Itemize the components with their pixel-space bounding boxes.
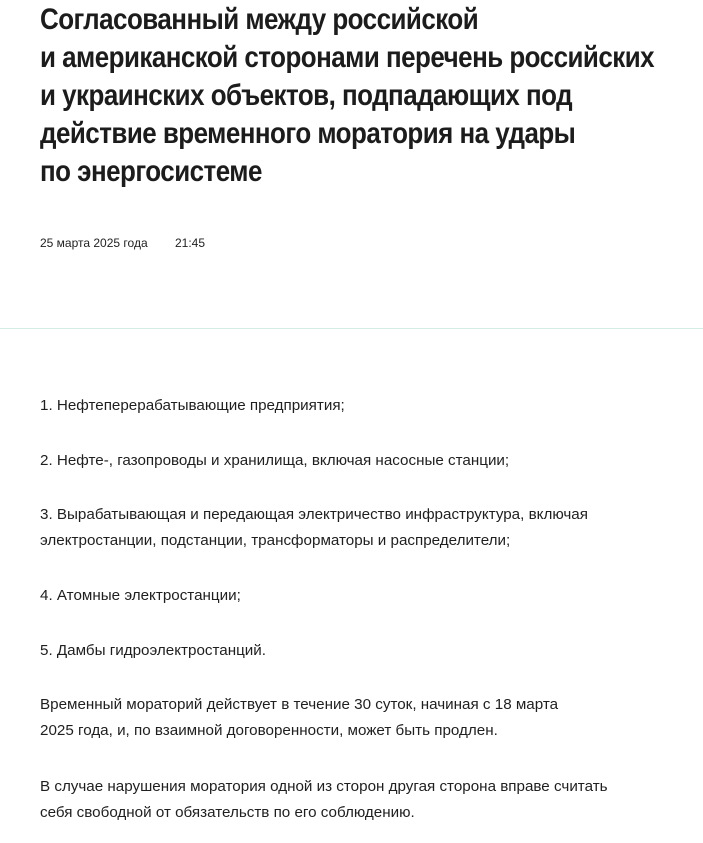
title-line: и американской сторонами перечень российских xyxy=(40,41,655,74)
list-item xyxy=(40,448,509,474)
publish-date: 25 марта 2025 года xyxy=(40,236,148,250)
body-paragraph xyxy=(40,692,558,744)
divider xyxy=(0,328,703,329)
list-item xyxy=(40,502,588,554)
title-line: Согласованный между российской xyxy=(40,3,479,36)
list-item-line: 4. Атомные электростанции; xyxy=(40,587,241,604)
paragraph-line: В случае нарушения моратория одной из сторон другая сторона вправе считать xyxy=(40,778,608,795)
list-item-line: 2. Нефте-, газопроводы и хранилища, включая насосные станции; xyxy=(40,452,510,469)
list-item-line: 3. Вырабатывающая и передающая электричество инфраструктура, включая xyxy=(40,506,588,523)
paragraph-line: себя свободной от обязательств по его соблюдению. xyxy=(40,804,415,821)
article-meta xyxy=(40,235,205,251)
publish-time: 21:45 xyxy=(174,236,205,250)
title-line: действие временного моратория на удары xyxy=(40,117,576,150)
paragraph-line: 2025 года, и, по взаимной договоренности, может быть продлен. xyxy=(40,722,498,739)
list-item xyxy=(40,393,345,419)
title-line: и украинских объектов, подпадающих под xyxy=(40,79,573,112)
list-item xyxy=(40,638,266,664)
list-item xyxy=(40,583,241,609)
paragraph-line: Временный мораторий действует в течение 30 суток, начиная с 18 марта xyxy=(40,696,559,713)
body-paragraph xyxy=(40,774,608,826)
list-item-line: 1. Нефтеперерабатывающие предприятия; xyxy=(40,397,345,414)
list-item-line: электростанции, подстанции, трансформаторы и распределители; xyxy=(40,532,511,549)
page-title xyxy=(40,1,690,191)
list-item-line: 5. Дамбы гидроэлектростанций. xyxy=(40,642,266,659)
title-line: по энергосистеме xyxy=(40,155,262,188)
